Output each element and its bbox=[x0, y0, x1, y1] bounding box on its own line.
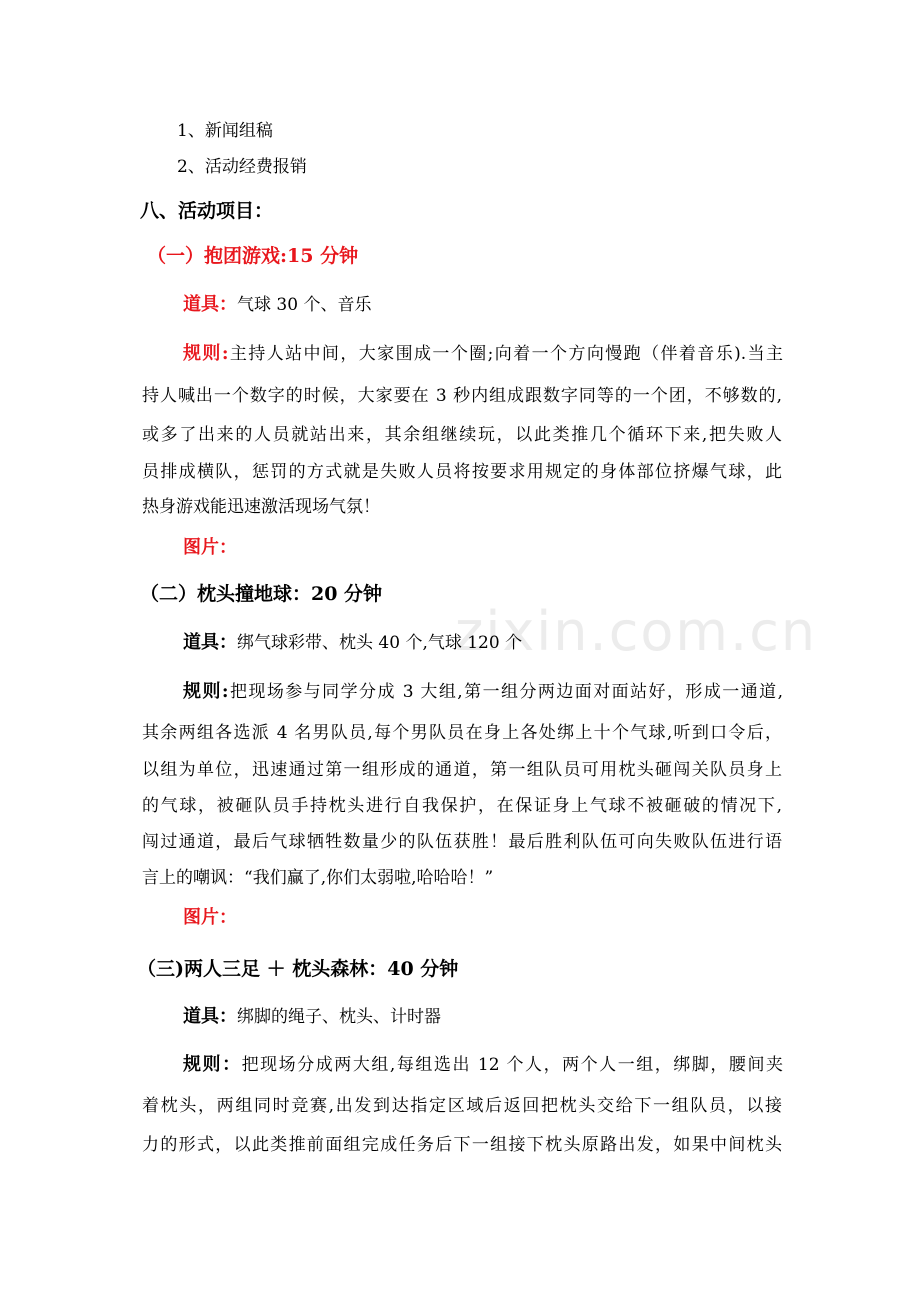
activity-1-rules-line: 规则:主持人站中间，大家围成一个圈;向着一个方向慢跑（伴着音乐).当主 bbox=[183, 343, 783, 364]
activity-1-props bbox=[183, 294, 371, 316]
props-text: 绑气球彩带、枕头 40 个,气球 120 个 bbox=[237, 633, 523, 653]
activity-3-rules-line: 着枕头，两组同时竞赛,出发到达指定区域后返回把枕头交给下一组队员，以接 bbox=[142, 1096, 782, 1116]
props-label: 道具： bbox=[183, 294, 237, 315]
props-text: 绑脚的绳子、枕头、计时器 bbox=[237, 1007, 441, 1027]
activity-2-picture-label: 图片： bbox=[183, 907, 237, 928]
activity-1-title: （一）抱团游戏:15 分钟 bbox=[147, 245, 359, 267]
rules-label: 规则: bbox=[183, 681, 229, 702]
activity-3-rules-line: 规则：把现场分成两大组,每组选出 12 个人，两个人一组，绑脚，腰间夹 bbox=[183, 1054, 783, 1075]
activity-1-rules-line: 热身游戏能迅速激活现场气氛！ bbox=[142, 497, 380, 517]
list-item: 2、活动经费报销 bbox=[177, 157, 307, 177]
activity-1-rules-line: 持人喊出一个数字的时候，大家要在 3 秒内组成跟数字同等的一个团，不够数的, bbox=[142, 386, 782, 406]
activity-2-rules-line: 闯过通道，最后气球牺牲数量少的队伍获胜！最后胜利队伍可向失败队伍进行语 bbox=[142, 832, 782, 852]
activity-2-rules-line: 言上的嘲讽：“我们赢了,你们太弱啦,哈哈哈！” bbox=[142, 868, 494, 888]
rules-label: 规则: bbox=[183, 343, 229, 364]
props-label: 道具： bbox=[183, 1006, 237, 1027]
activity-3-rules-line: 力的形式，以此类推前面组完成任务后下一组接下枕头原路出发，如果中间枕头 bbox=[142, 1135, 782, 1155]
activity-2-rules-line: 以组为单位，迅速通过第一组形成的通道，第一组队员可用枕头砸闯关队员身上 bbox=[142, 760, 782, 780]
activity-2-title: （二）枕头撞地球：20 分钟 bbox=[140, 583, 383, 605]
activity-3-props bbox=[183, 1006, 441, 1028]
watermark: zixin.com.cn bbox=[455, 600, 818, 663]
activity-2-rules-line: 的气球，被砸队员手持枕头进行自我保护，在保证身上气球不被砸破的情况下, bbox=[142, 796, 782, 816]
activity-1-picture-label: 图片： bbox=[183, 537, 237, 558]
activity-1-rules-line: 或多了出来的人员就站出来，其余组继续玩，以此类推几个循环下来,把失败人 bbox=[142, 425, 782, 445]
activity-2-props bbox=[183, 632, 522, 654]
activity-2-rules-line: 其余两组各选派 4 名男队员,每个男队员在身上各处绑上十个气球,听到口令后， bbox=[142, 723, 782, 743]
activity-2-rules-line: 规则:把现场参与同学分成 3 大组,第一组分两边面对面站好，形成一通道, bbox=[183, 681, 783, 702]
props-text: 气球 30 个、音乐 bbox=[237, 295, 372, 315]
list-item: 1、新闻组稿 bbox=[177, 121, 273, 141]
activity-3-title: （三)两人三足 ＋ 枕头森林：40 分钟 bbox=[137, 958, 459, 980]
rules-label: 规则： bbox=[183, 1054, 242, 1075]
props-label: 道具： bbox=[183, 632, 237, 653]
section-heading: 八、活动项目： bbox=[140, 200, 274, 222]
activity-1-rules-line: 员排成横队，惩罚的方式就是失败人员将按要求用规定的身体部位挤爆气球，此 bbox=[142, 462, 782, 482]
